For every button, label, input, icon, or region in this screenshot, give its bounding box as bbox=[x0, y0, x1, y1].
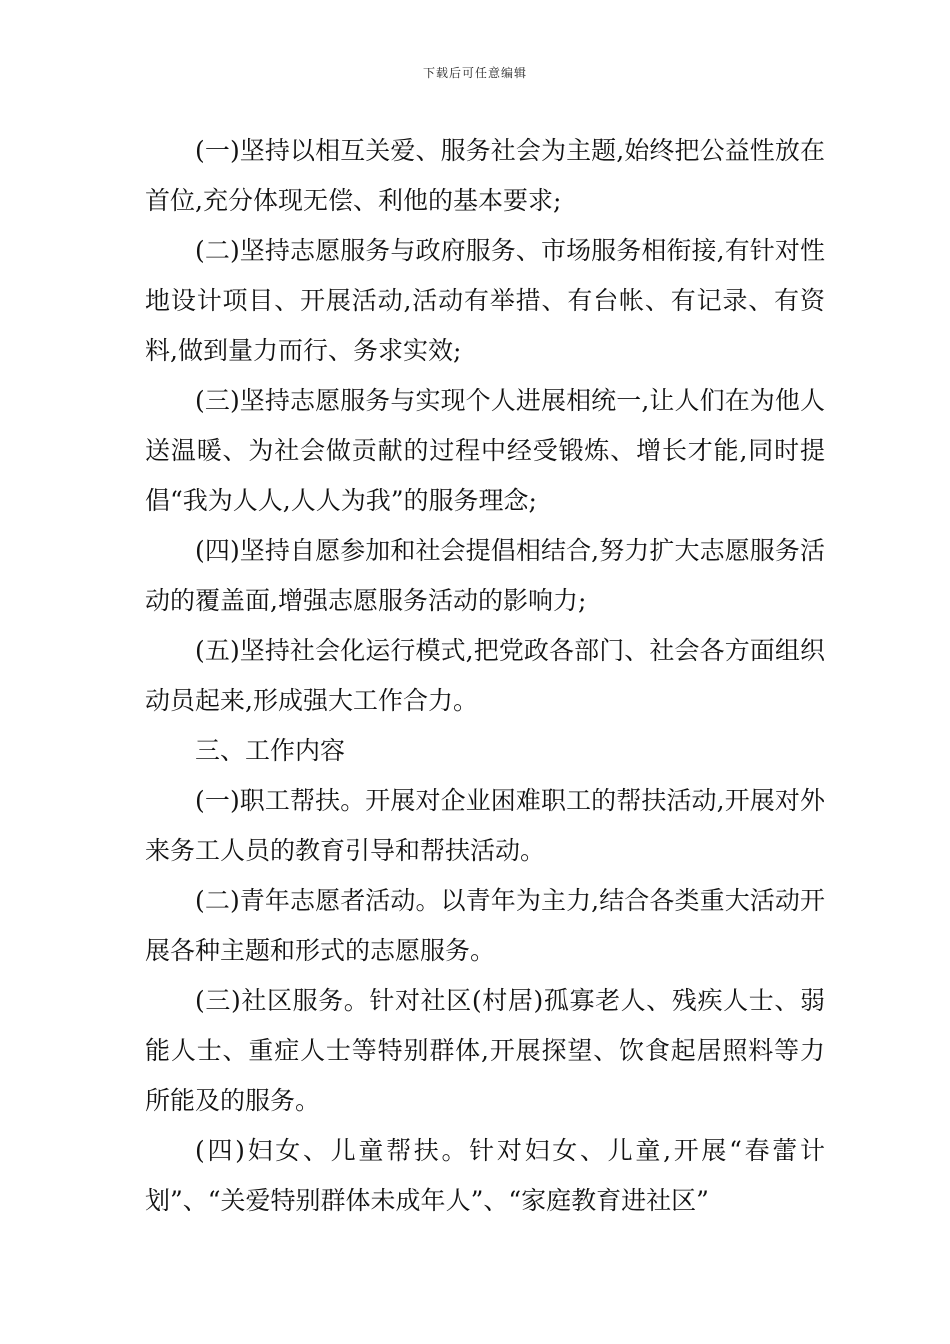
paragraph-principle-5: (五)坚持社会化运行模式,把党政各部门、社会各方面组织动员起来,形成强大工作合力。 bbox=[145, 636, 825, 715]
paragraph-content-4: (四)妇女、儿童帮扶。针对妇女、儿童,开展“春蕾计划”、“关爱特别群体未成年人”、“家庭教育进社区” bbox=[145, 1136, 825, 1215]
paragraph-content-2: (二)青年志愿者活动。以青年为主力,结合各类重大活动开展各种主题和形式的志愿服务。 bbox=[145, 886, 825, 965]
paragraph-principle-1: (一)坚持以相互关爱、服务社会为主题,始终把公益性放在首位,充分体现无偿、利他的基本要求; bbox=[145, 136, 825, 215]
paragraph-principle-4: (四)坚持自愿参加和社会提倡相结合,努力扩大志愿服务活动的覆盖面,增强志愿服务活动的影响力; bbox=[145, 536, 825, 615]
document-body bbox=[145, 126, 825, 1226]
paragraph-principle-3: (三)坚持志愿服务与实现个人进展相统一,让人们在为他人送温暖、为社会做贡献的过程中经受锻炼、增长才能,同时提倡“我为人人,人人为我”的服务理念; bbox=[145, 386, 825, 515]
paragraph-principle-2: (二)坚持志愿服务与政府服务、市场服务相衔接,有针对性地设计项目、开展活动,活动有举措、有台帐、有记录、有资料,做到量力而行、务求实效; bbox=[145, 236, 825, 365]
paragraph-content-3: (三)社区服务。针对社区(村居)孤寡老人、残疾人士、弱能人士、重症人士等特别群体,开展探望、饮食起居照料等力所能及的服务。 bbox=[145, 986, 825, 1115]
paragraph-content-1: (一)职工帮扶。开展对企业困难职工的帮扶活动,开展对外来务工人员的教育引导和帮扶活动。 bbox=[145, 786, 825, 865]
page-header-note: 下载后可任意编辑 bbox=[422, 66, 527, 80]
section-heading-work-content: 三、工作内容 bbox=[195, 736, 346, 765]
